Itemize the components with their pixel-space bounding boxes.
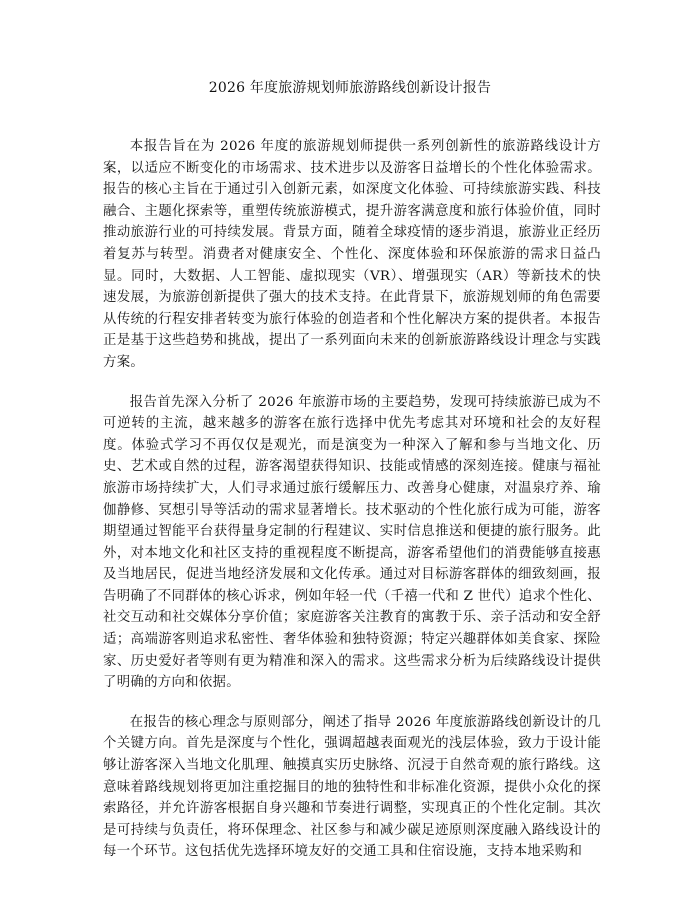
paragraph-intro: 本报告旨在为 2026 年度的旅游规划师提供一系列创新性的旅游路线设计方案，以适应不断变化的市场需求、技术进步以及游客日益增长的个性化体验需求。报告的核心主旨在于通过引入创新元素，如深度文化体验、可持续旅游实践、科技融合、主题化探索等，重塑传统旅游模式，提升游客满意度和旅行体验价值，同时推动旅游行业的可持续发展。背景方面，随着全球疫情的逐步消退，旅游业正经历着复苏与转型。消费者对健康安全、个性化、深度体验和环保旅游的需求日益凸显。同时，大数据、人工智能、虚拟现实（VR）、增强现实（AR）等新技术的快速发展，为旅游创新提供了强大的技术支持。在此背景下，旅游规划师的角色需要从传统的行程安排者转变为旅行体验的创造者和个性化解决方案的提供者。本报告正是基于这些趋势和挑战，提出了一系列面向未来的创新旅游路线设计理念与实践方案。 [103,139,601,370]
paragraph-market-trends: 报告首先深入分析了 2026 年旅游市场的主要趋势，发现可持续旅游已成为不可逆转的主流，越来越多的游客在旅行选择中优先考虑其对环境和社会的友好程度。体验式学习不再仅仅是观光，而是演变为一种深入了解和参与当地文化、历史、艺术或自然的过程，游客渴望获得知识、技能或情感的深刻连接。健康与福祉旅游市场持续扩大，人们寻求通过旅行缓解压力、改善身心健康，对温泉疗养、瑜伽静修、冥想引导等活动的需求显著增长。技术驱动的个性化旅行成为可能，游客期望通过智能平台获得量身定制的行程建议、实时信息推送和便捷的旅行服务。此外，对本地文化和社区支持的重视程度不断提高，游客希望他们的消费能够直接惠及当地居民，促进当地经济发展和文化传承。通过对目标游客群体的细致刻画，报告明确了不同群体的核心诉求，例如年轻一代（千禧一代和 Z 世代）追求个性化、社交互动和社交媒体分享价值；家庭游客关注教育的寓教于乐、亲子活动和安全舒适；高端游客则追求私密性、奢华体验和独特资源；特定兴趣群体如美食家、探险家、历史爱好者等则有更为精准和深入的需求。这些需求分析为后续路线设计提供了明确的方向和依据。 [103,394,601,691]
document-title: 2026 年度旅游规划师旅游路线创新设计报告 [208,80,492,96]
document-body [103,136,601,881]
paragraph-core-principles: 在报告的核心理念与原则部分，阐述了指导 2026 年度旅游路线创新设计的几个关键方向。首先是深度与个性化，强调超越表面观光的浅层体验，致力于设计能够让游客深入当地文化肌理、触摸真实历史脉络、沉浸于自然奇观的旅行路线。这意味着路线规划将更加注重挖掘目的地的独特性和非标准化资源，提供小众化的探索路径，并允许游客根据自身兴趣和节奏进行调整，实现真正的个性化定制。其次是可持续与负责任，将环保理念、社区参与和减少碳足迹原则深度融入路线设计的每一个环节。这包括优先选择环境友好的交通工具和住宿设施，支持本地采购和 [103,714,601,860]
